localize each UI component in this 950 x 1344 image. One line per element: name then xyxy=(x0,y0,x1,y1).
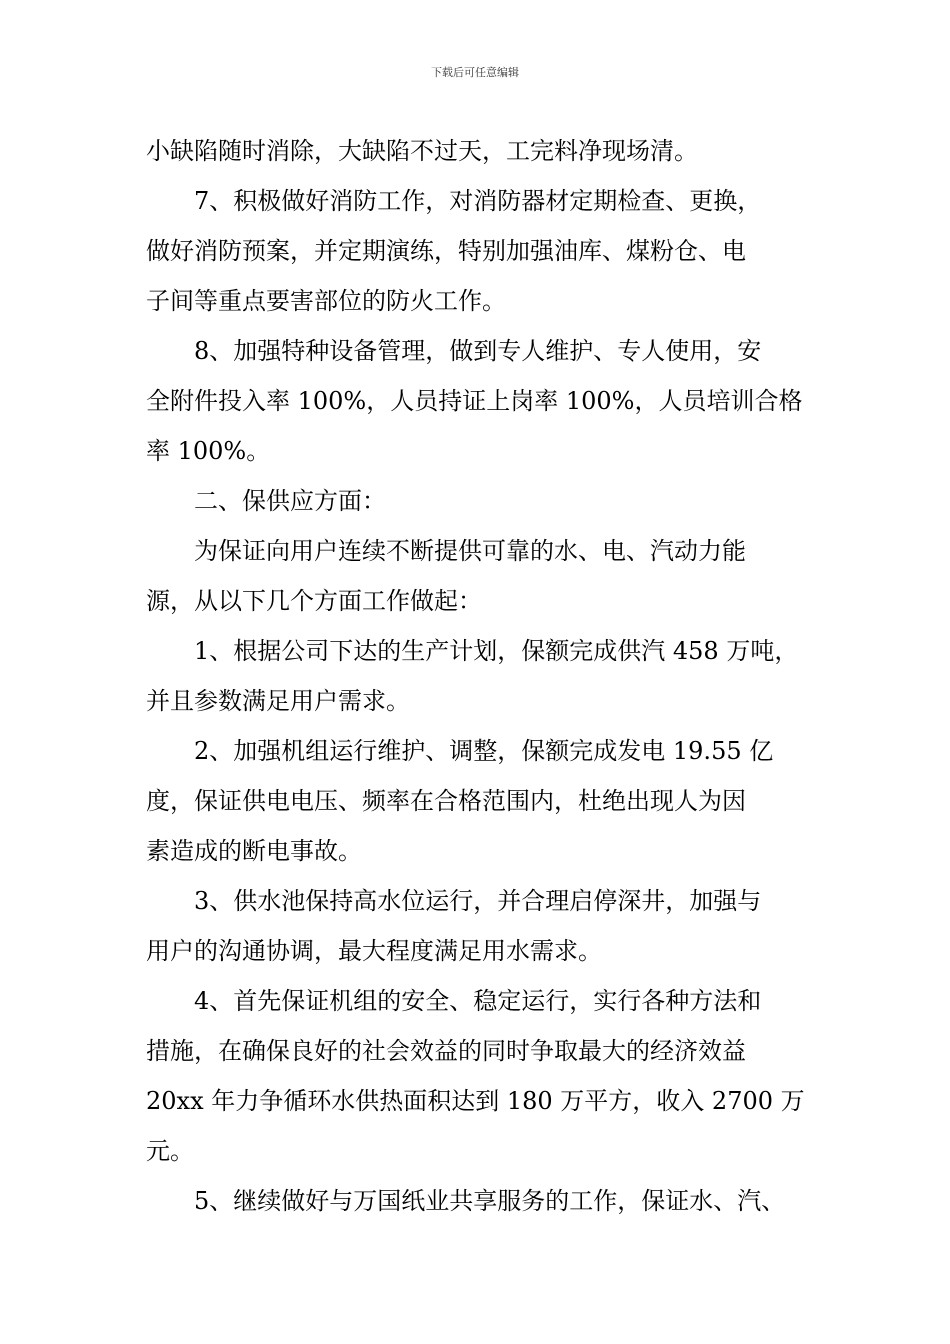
text-line: 并且参数满足用户需求。 xyxy=(146,687,410,715)
text-line: 8、加强特种设备管理，做到专人维护、专人使用，安 xyxy=(194,337,762,365)
text-line: 小缺陷随时消除，大缺陷不过天，工完料净现场清。 xyxy=(146,137,698,165)
text-line: 为保证向用户连续不断提供可靠的水、电、汽动力能 xyxy=(194,537,746,565)
text-line: 度，保证供电电压、频率在合格范围内，杜绝出现人为因 xyxy=(146,787,746,815)
text-line: 20xx 年力争循环水供热面积达到 180 万平方，收入 2700 万 xyxy=(146,1087,805,1115)
section-heading: 二、保供应方面： xyxy=(194,487,386,515)
text-line: 做好消防预案，并定期演练，特别加强油库、煤粉仓、电 xyxy=(146,237,746,265)
text-line: 子间等重点要害部位的防火工作。 xyxy=(146,287,506,315)
page-header: 下载后可任意编辑 xyxy=(431,66,519,79)
text-line: 元。 xyxy=(146,1137,194,1165)
text-line: 用户的沟通协调，最大程度满足用水需求。 xyxy=(146,937,602,965)
text-line: 素造成的断电事故。 xyxy=(146,837,362,865)
text-line: 2、加强机组运行维护、调整，保额完成发电 19.55 亿 xyxy=(194,737,774,765)
text-line: 全附件投入率 100%，人员持证上岗率 100%，人员培训合格 xyxy=(146,387,803,415)
text-line: 5、继续做好与万国纸业共享服务的工作，保证水、汽、 xyxy=(194,1187,786,1215)
document-body xyxy=(146,126,826,1226)
text-line: 4、首先保证机组的安全、稳定运行，实行各种方法和 xyxy=(194,987,762,1015)
text-line: 措施，在确保良好的社会效益的同时争取最大的经济效益 xyxy=(146,1037,746,1065)
text-line: 7、积极做好消防工作，对消防器材定期检查、更换， xyxy=(194,187,762,215)
text-line: 1、根据公司下达的生产计划，保额完成供汽 458 万吨， xyxy=(194,637,799,665)
text-line: 率 100%。 xyxy=(146,437,271,465)
text-line: 源，从以下几个方面工作做起： xyxy=(146,587,482,615)
text-line: 3、供水池保持高水位运行，并合理启停深井，加强与 xyxy=(194,887,762,915)
